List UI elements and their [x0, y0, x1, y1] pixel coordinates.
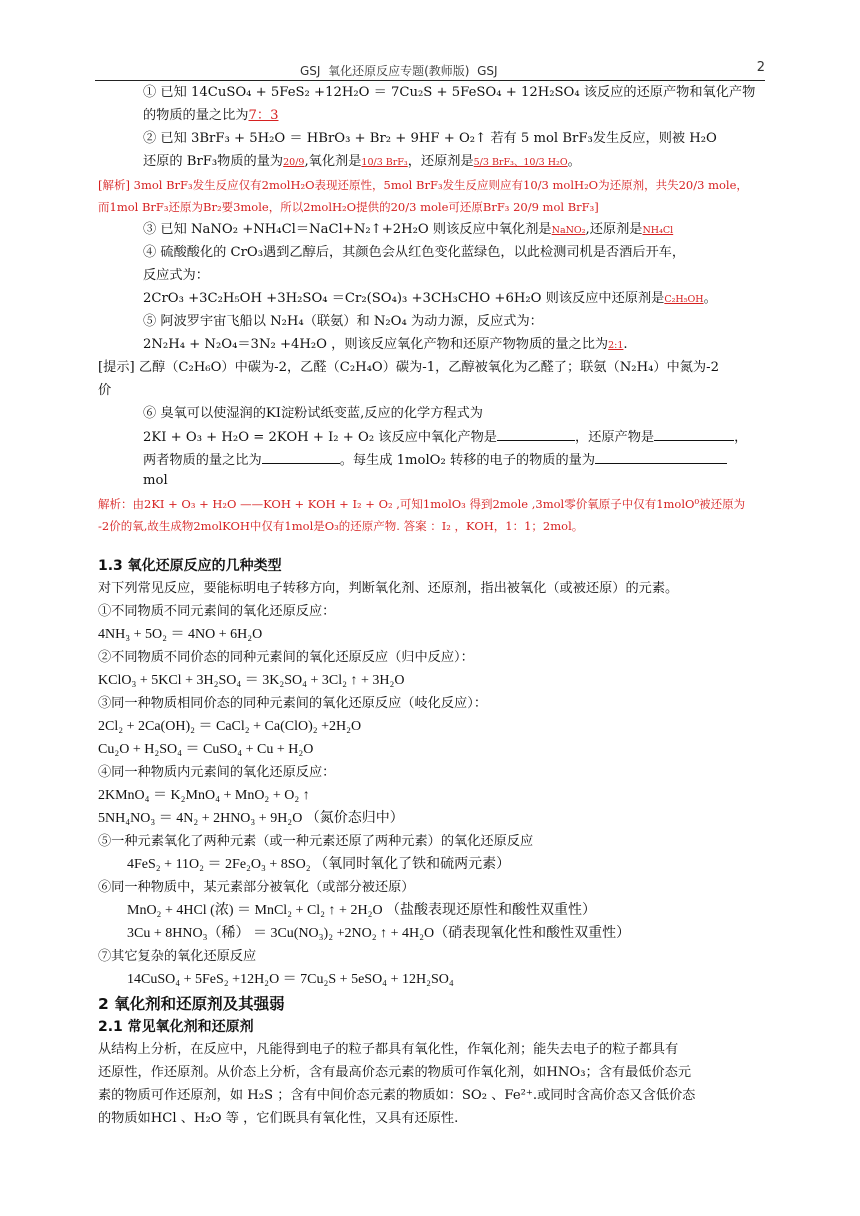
type-3-title: ③同一种物质相同价态的同种元素间的氧化还原反应（岐化反应）： — [98, 696, 488, 711]
q1-line2 — [143, 105, 813, 127]
type-2-equation: KClO₃ + 5KCl + 3H₂SO₄ ＝ 3K₂SO₄ + 3Cl₂ ↑ + 3H₂O — [98, 673, 405, 688]
type-6-equation-b: 3Cu + 8HNO₃（稀） ＝ 3Cu(NO₃)₂ +2NO₂ ↑ + 4H₂O（硝表现氧化性和酸性双重性） — [127, 926, 631, 941]
type-5-equation: 4FeS₂ + 11O₂ ＝ 2Fe₂O₃ + 8SO₂ （氧同时氧化了铁和硫两元素） — [127, 857, 511, 872]
type-1-title: ①不同物质不同元素间的氧化还原反应： — [98, 604, 336, 619]
q2-marker: ② — [143, 131, 157, 146]
q2-text-c: ，还原剂是 — [407, 154, 474, 169]
type-7-equation: 14CuSO₄ + 5FeS₂ +12H₂O ＝ 7Cu₂S + 5eSO₄ + 12H₂SO₄ — [127, 972, 454, 987]
q2-line2 — [143, 151, 813, 174]
q6-text-d: 两者物质的量之比为 — [143, 453, 262, 468]
q6-blank-oxidation-product[interactable] — [497, 426, 575, 441]
q5-equation: 2N₂H₄ + N₂O₄＝3N₂ +4H₂O ，则该反应氧化产物和还原产物物质的量之比为 — [143, 337, 609, 352]
q6-line2 — [143, 426, 813, 449]
q3-answer-a: NaNO₂ — [551, 225, 586, 236]
q2-answer-b: 10/3 BrF₃ — [361, 157, 408, 168]
section-2-heading: 2 氧化剂和还原剂及其强弱 — [98, 995, 285, 1013]
q4-period: 。 — [703, 291, 717, 306]
q6-blank-ratio[interactable] — [262, 449, 340, 464]
section-2-1-paragraph-line2: 还原性，作还原剂。从价态上分析，含有最高价态元素的物质可作氧化剂，如HNO₃；含有最低价态元 — [98, 1065, 692, 1080]
type-2-title: ②不同物质不同价态的同种元素间的氧化还原反应（归中反应）： — [98, 650, 474, 665]
section-2-1-paragraph-line3: 素的物质可作还原剂，如 H₂S ；含有中间价态元素的物质如：SO₂ 、Fe²⁺.或同时含高价态又含低价态 — [98, 1088, 696, 1103]
type-1-equation: 4NH₃ + 5O₂ ＝ 4NO + 6H₂O — [98, 627, 263, 642]
q2-answer-c: 5/3 BrF₃、10/3 H₂O — [473, 157, 568, 168]
type-5-title: ⑤一种元素氧化了两种元素（或一种元素还原了两种元素）的氧化还原反应 — [98, 834, 534, 849]
q3-answer-b: NH₄Cl — [642, 225, 674, 236]
q1-text: 已知 14CuSO₄ + 5FeS₂ +12H₂O ＝ 7Cu₂S + 5FeSO₄ + 12H₂SO₄ 该反应的还原产物和氧化产物 — [160, 85, 756, 100]
q5-line2 — [143, 334, 813, 357]
type-3-equation-b: Cu₂O + H₂SO₄ ＝ CuSO₄ + Cu + H₂O — [98, 742, 314, 757]
q2-answer-a: 20/9 — [283, 157, 305, 168]
q4-text: 硫酸酸化的 CrO₃遇到乙醇后，其颜色会从红色变化蓝绿色，以此检测司机是否酒后开车， — [160, 245, 686, 260]
q6-blank-reduction-product[interactable] — [654, 426, 734, 441]
q2-text-b: ,氧化剂是 — [304, 154, 362, 169]
q5-period: . — [623, 337, 628, 352]
q4-equation: 2CrO₃ +3C₂H₅OH +3H₂SO₄ ＝Cr₂(SO₄)₃ +3CH₃CHO +6H₂O 则该反应中还原剂是 — [143, 291, 665, 306]
q6-analysis-line1: 解析：由2KI + O₃ + H₂O ——KOH + KOH + I₂ + O₂ ,可知1molO₃ 得到2mole ,3mol零价氧原子中仅有1molO⁰被还原为 — [98, 497, 746, 511]
q6-text-e: 。每生成 1molO₂ 转移的电子的物质的量为 — [339, 453, 596, 468]
q1-answer: 7：3 — [248, 108, 279, 123]
type-7-title: ⑦其它复杂的氧化还原反应 — [98, 949, 257, 964]
q4-line2: 反应式为： — [143, 268, 209, 283]
q6-text-b: ，还原产物是 — [575, 430, 655, 445]
q6-text-c: ， — [734, 430, 748, 445]
section-1-3-heading: 1.3 氧化还原反应的几种类型 — [98, 558, 282, 574]
q3-text-b: ,还原剂是 — [585, 222, 643, 237]
q2-text-a: 还原的 BrF₃物质的量为 — [143, 154, 284, 169]
q6-text-a: 2KI + O₃ + H₂O = 2KOH + I₂ + O₂ 该反应中氧化产物是 — [143, 430, 497, 445]
q6-text: 臭氧可以使湿润的KI淀粉试纸变蓝,反应的化学方程式为 — [160, 406, 483, 421]
type-4-title: ④同一种物质内元素间的氧化还原反应： — [98, 765, 336, 780]
q6-line4: mol — [143, 473, 168, 488]
q5-marker: ⑤ — [143, 314, 157, 329]
q1-question: 的物质的量之比为 — [143, 108, 249, 123]
q3-text-a: 已知 NaNO₂ +NH₄Cl＝NaCl+N₂↑+2H₂O 则该反应中氧化剂是 — [160, 222, 552, 237]
q1-line1 — [143, 82, 813, 104]
q5-answer: 2:1 — [608, 340, 624, 351]
page-number: 2 — [756, 60, 765, 75]
q2-line1 — [143, 128, 813, 150]
hint-line1: [提示] 乙醇（C₂H₆O）中碳为-2，乙醛（C₂H₄O）碳为-1，乙醇被氧化为乙醛了；联氨（N₂H₄）中氮为-2 — [98, 360, 719, 375]
page-header — [95, 62, 765, 81]
q1-marker: ① — [143, 85, 157, 100]
q2-analysis-line2: 而1mol BrF₃还原为Br₂要3mole，所以2molH₂O提供的20/3 mole可还原BrF₃ 20/9 mol BrF₃] — [98, 200, 599, 214]
q3-line — [143, 219, 813, 242]
q3-marker: ③ — [143, 222, 157, 237]
section-2-1-paragraph-line4: 的物质如HCl 、H₂O 等 ，它们既具有氧化性，又具有还原性. — [98, 1111, 459, 1126]
q6-line1 — [143, 403, 813, 425]
q5-line1 — [143, 311, 813, 333]
type-3-equation-a: 2Cl₂ + 2Ca(OH)₂ ＝ CaCl₂ + Ca(ClO)₂ +2H₂O — [98, 719, 362, 734]
section-1-3-intro: 对下列常见反应，要能标明电子转移方向，判断氧化剂、还原剂，指出被氧化（或被还原）的元素。 — [98, 581, 679, 596]
q4-line1 — [143, 242, 813, 264]
q6-marker: ⑥ — [143, 406, 157, 421]
q5-text: 阿波罗宇宙飞船以 N₂H₄（联氨）和 N₂O₄ 为动力源，反应式为： — [160, 314, 543, 329]
q2-analysis-line1: [解析] 3mol BrF₃发生反应仅有2molH₂O表现还原性，5mol BrF₃发生反应则应有10/3 molH₂O为还原剂，共失20/3 mole， — [98, 178, 748, 192]
type-6-equation-a: MnO₂ + 4HCl (浓) ＝ MnCl₂ + Cl₂ ↑ + 2H₂O （盐酸表现还原性和酸性双重性） — [127, 903, 597, 918]
q6-blank-electrons[interactable] — [595, 449, 727, 464]
q4-line3 — [143, 288, 813, 311]
q6-line3 — [143, 449, 813, 472]
section-2-1-paragraph-line1: 从结构上分析，在反应中，凡能得到电子的粒子都具有氧化性，作氧化剂；能失去电子的粒子都具有 — [98, 1042, 679, 1057]
q2-text-d: 。 — [567, 154, 581, 169]
q4-marker: ④ — [143, 245, 157, 260]
q6-analysis-line2: -2价的氧,故生成物2molKOH中仅有1mol是O₃的还原产物. 答案 ：I₂ ，KOH，1：1；2mol。 — [98, 519, 584, 533]
type-4-equation-a: 2KMnO₄ ＝ K₂MnO₄ + MnO₂ + O₂ ↑ — [98, 788, 310, 803]
hint-line2: 价 — [98, 383, 112, 398]
type-6-title: ⑥同一种物质中，某元素部分被氧化（或部分被还原） — [98, 880, 415, 895]
q4-answer: C₂H₅OH — [664, 294, 704, 305]
header-title: GSJ 氧化还原反应专题(教师版) GSJ — [300, 64, 498, 78]
type-4-equation-b: 5NH₄NO₃ ＝ 4N₂ + 2HNO₃ + 9H₂O （氮价态归中） — [98, 811, 404, 826]
section-2-1-heading: 2.1 常见氧化剂和还原剂 — [98, 1019, 254, 1035]
q2-text: 已知 3BrF₃ + 5H₂O ＝ HBrO₃ + Br₂ + 9HF + O₂↑ 若有 5 mol BrF₃发生反应，则被 H₂O — [160, 131, 717, 146]
